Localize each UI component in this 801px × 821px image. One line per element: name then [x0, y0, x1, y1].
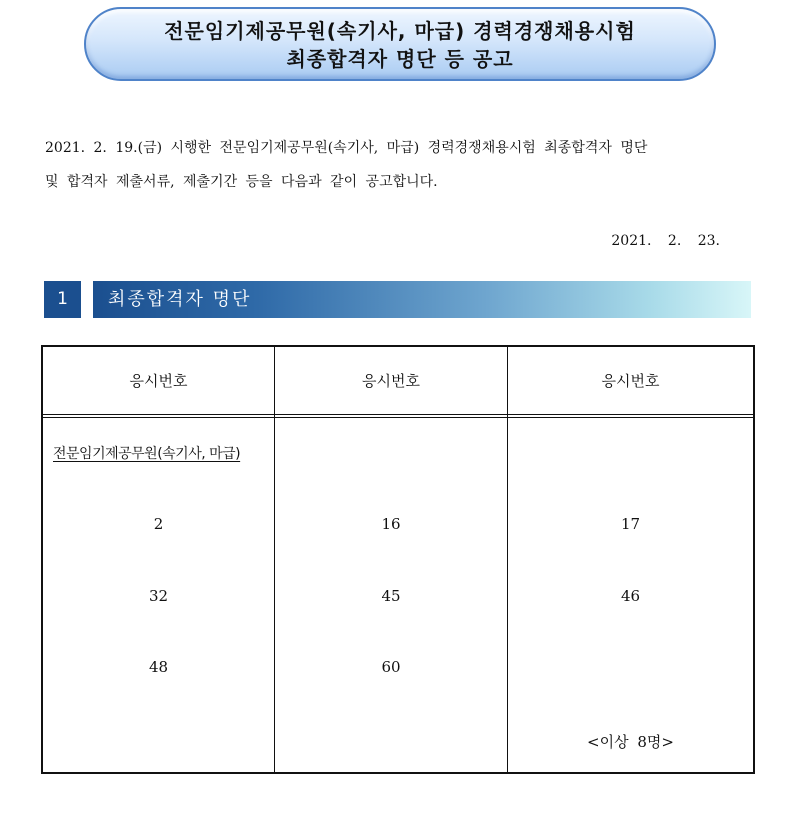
intro-line-1: 2021. 2. 19.(금) 시행한 전문임기제공무원(속기사, 마급) 경력경쟁채용시험 최종합격자 명단	[45, 140, 648, 156]
table-cell: 60	[381, 658, 401, 676]
table-cell: 17	[620, 515, 641, 533]
table-cell: 48	[148, 658, 169, 676]
header-cell-2: 응시번호	[362, 372, 420, 390]
table-cell: 32	[148, 587, 169, 605]
header-cell-1: 응시번호	[129, 372, 188, 390]
table-cell: 46	[620, 587, 641, 605]
intro-line-2: 및 합격자 제출서류, 제출기간 등을 다음과 같이 공고합니다.	[45, 174, 438, 190]
results-table	[41, 345, 755, 774]
intro-paragraph	[45, 131, 761, 199]
announcement-date: 2021. 2. 23.	[611, 233, 720, 249]
category-label: 전문임기제공무원(속기사, 마급)	[53, 446, 241, 462]
table-cell: 45	[381, 587, 401, 605]
title-banner	[84, 7, 716, 81]
header-cell-3: 응시번호	[601, 372, 660, 390]
title-line-2: 최종합격자 명단 등 공고	[286, 47, 514, 71]
title-line-1: 전문임기제공무원(속기사, 마급) 경력경쟁채용시험	[164, 19, 636, 43]
header-divider	[43, 417, 753, 418]
section-number: 1	[44, 281, 81, 318]
total-count-note: <이상 8명>	[587, 733, 674, 751]
section-title: 최종합격자 명단	[108, 289, 252, 310]
table-cell: 16	[381, 515, 401, 533]
table-cell: 2	[153, 515, 164, 533]
section-header-bar	[93, 281, 751, 318]
